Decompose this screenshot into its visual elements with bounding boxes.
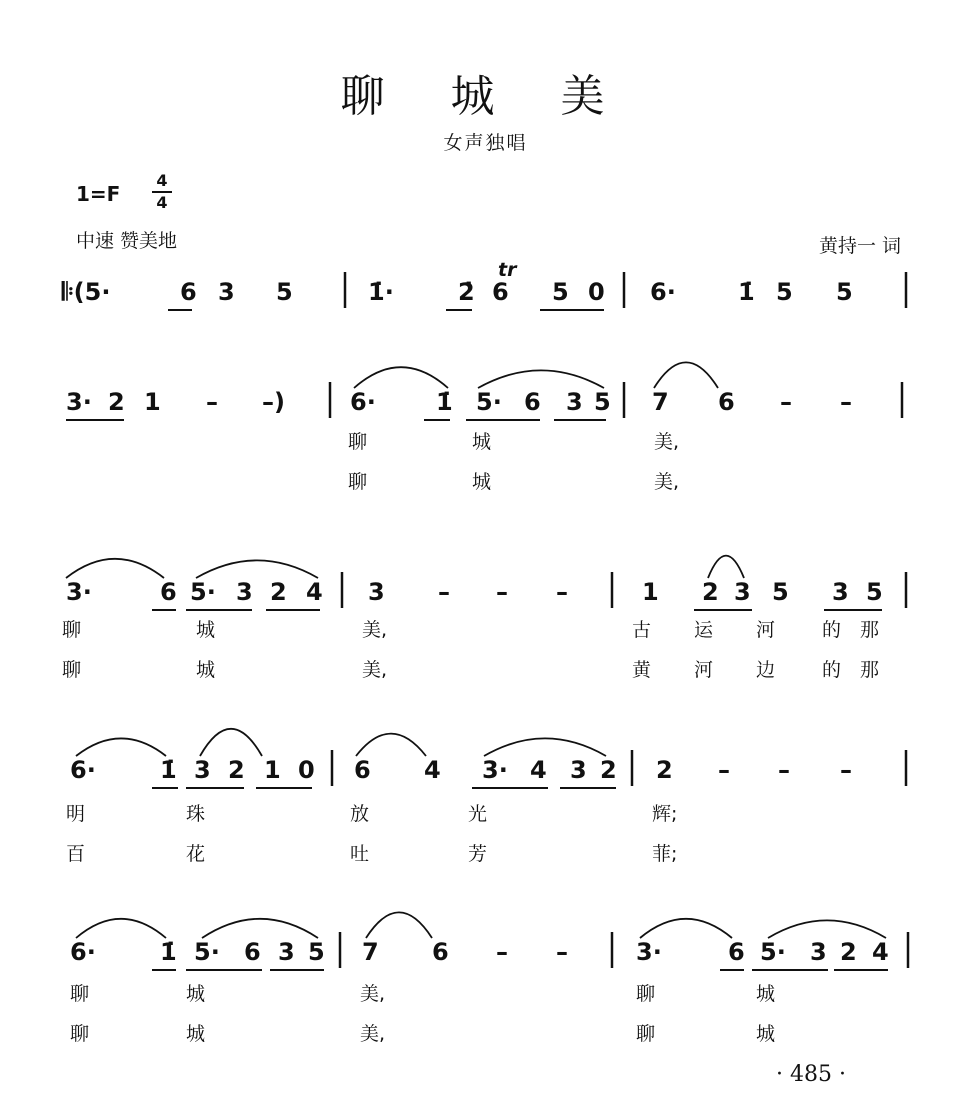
note: 3· [66,578,92,606]
note: 2 [270,578,287,606]
note: – [718,756,730,784]
slur [66,559,164,578]
note: 1 [144,388,161,416]
slur [366,912,432,938]
note: 3 [570,756,587,784]
slur [708,556,744,578]
lyric-syllable: 美, [654,471,680,493]
lyric-syllable: 美, [362,619,388,641]
note: 6 [728,938,745,966]
note: 5 [772,578,789,606]
lyric-syllable: 美, [360,1023,386,1045]
lyric-syllable: 河 [756,619,776,641]
note: 6 [244,938,261,966]
note: 5 [836,278,853,306]
note: 6 [718,388,735,416]
slur [196,560,318,578]
lyric-syllable: 辉; [652,803,678,825]
note: 0 [588,278,605,306]
page-number: · 485 · [776,1062,846,1087]
lyric-syllable: 城 [756,1023,776,1045]
slur [640,919,732,938]
note: 6 [160,578,177,606]
note: 5· [190,578,216,606]
note: 4 [530,756,547,784]
note: 3 [734,578,751,606]
lyric-syllable: 美, [362,659,388,681]
slur [484,738,606,756]
lyric-syllable: 光 [468,803,488,825]
lyric-syllable: 城 [196,659,216,681]
note: 6 [524,388,541,416]
note: 3 [368,578,385,606]
note: –) [262,388,285,416]
note: – [206,388,218,416]
note: 5· [760,938,786,966]
note: 3 [278,938,295,966]
lyric-syllable: 河 [694,659,714,681]
slur [768,920,886,938]
lyric-syllable: 聊 [348,431,368,453]
lyric-syllable: 花 [186,843,206,865]
note: 6 [432,938,449,966]
note: 2 [840,938,857,966]
lyric-syllable: 吐 [350,843,370,865]
lyric-syllable: 城 [186,1023,206,1045]
note: 0 [298,756,315,784]
song-subtitle: 女声独唱 [443,132,528,154]
note: – [496,938,508,966]
note: 1 [264,756,281,784]
slur [200,729,262,756]
lyric-syllable: 美, [654,431,680,453]
lyric-syllable: 城 [186,983,206,1005]
note: 3 [832,578,849,606]
lyric-syllable: 那 [860,619,880,641]
lyric-syllable: 城 [756,983,776,1005]
lyric-syllable: 聊 [62,619,82,641]
note: 3 [236,578,253,606]
note: 1̇ [738,278,755,306]
note: 2 [656,756,673,784]
note: – [840,388,852,416]
note: – [496,578,508,606]
note: 7 [652,388,669,416]
note: 1̇ [436,388,453,416]
lyric-syllable: 那 [860,659,880,681]
note: 2 [228,756,245,784]
note: 6 [354,756,371,784]
note: 5 [594,388,611,416]
lyricist-credit: 黄持一 词 [818,235,901,257]
lyric-syllable: 黄 [632,659,652,681]
lyric-syllable: 聊 [70,983,90,1005]
lyric-syllable: 聊 [348,471,368,493]
slur [76,738,166,756]
note: 2 [108,388,125,416]
note: – [556,938,568,966]
note: 2 [600,756,617,784]
note: 1̇· [368,278,394,306]
note: 3· [482,756,508,784]
lyric-syllable: 珠 [186,803,206,825]
note: – [778,756,790,784]
lyric-syllable: 美, [360,983,386,1005]
note: 5 [308,938,325,966]
lyric-syllable: 边 [756,659,776,681]
tempo-marking: 中速 赞美地 [76,230,178,252]
slur [354,367,448,388]
note: 1̇ [160,756,177,784]
note: 5 [776,278,793,306]
note: 6· [350,388,376,416]
lyric-syllable: 的 [822,619,842,641]
note: 3· [636,938,662,966]
note: – [780,388,792,416]
note: – [840,756,852,784]
key-signature: 1=F [76,182,121,206]
slur [356,734,426,756]
note: 7 [362,938,379,966]
note: 6 [180,278,197,306]
lyric-syllable: 聊 [636,983,656,1005]
note: 𝄆(5· [62,278,111,306]
slur [654,362,718,388]
note: 2 [702,578,719,606]
note: 3 [810,938,827,966]
note: 6· [70,756,96,784]
lyric-syllable: 聊 [62,659,82,681]
note: 5 [866,578,883,606]
note: 1 [642,578,659,606]
lyric-syllable: 城 [196,619,216,641]
note: 1̇ [160,938,177,966]
lyric-syllable: 百 [66,843,86,865]
lyric-syllable: 聊 [636,1023,656,1045]
note: 4 [872,938,889,966]
note: 3 [194,756,211,784]
lyric-syllable: 古 [632,619,652,641]
lyric-syllable: 菲; [652,843,678,865]
note: 6· [70,938,96,966]
lyric-syllable: 城 [472,471,492,493]
note: 3 [218,278,235,306]
lyric-syllable: 放 [350,803,370,825]
note: 4 [306,578,323,606]
song-title: 聊 城 美 [340,71,631,122]
lyric-syllable: 明 [66,803,86,825]
note: – [438,578,450,606]
time-signature [152,172,172,212]
slur [76,919,166,938]
meter-top: 4 [156,171,168,190]
note: 5· [476,388,502,416]
note: 3 [566,388,583,416]
note: 2̇ [458,278,475,306]
note: 4 [424,756,441,784]
note: 5 [552,278,569,306]
slur [202,919,318,938]
note: – [556,578,568,606]
lyric-syllable: 运 [694,619,714,641]
lyric-syllable: 芳 [468,843,488,865]
note: 5· [194,938,220,966]
note: 3· [66,388,92,416]
lyric-syllable: 的 [822,659,842,681]
trill-ornament: tr [498,259,517,281]
lyric-syllable: 聊 [70,1023,90,1045]
meter-bottom: 4 [156,193,168,212]
lyric-syllable: 城 [472,431,492,453]
slur [478,370,604,388]
note: 6 [492,278,509,306]
note: 5 [276,278,293,306]
note: 6· [650,278,676,306]
